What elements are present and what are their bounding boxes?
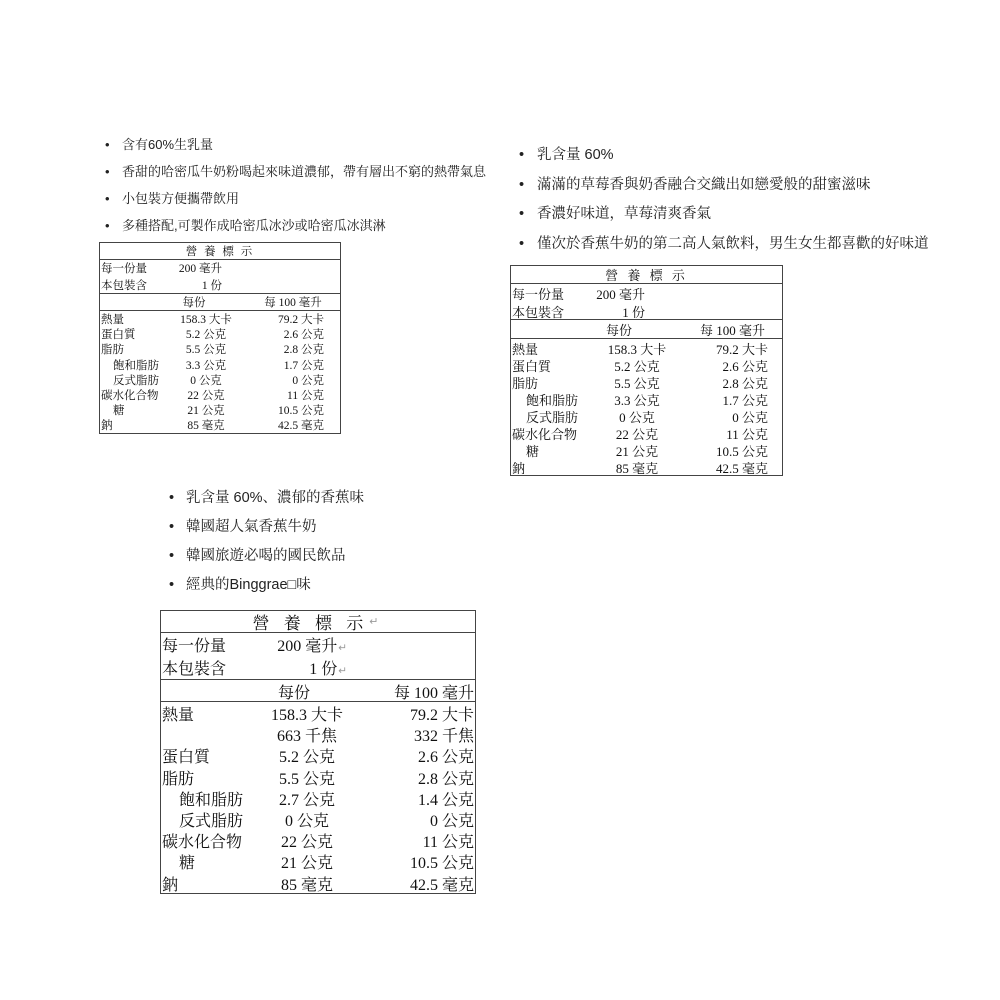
column-header-row <box>100 294 340 311</box>
per-100ml-value: 11 公克 <box>726 427 768 442</box>
feature-item <box>105 163 486 190</box>
feature-item <box>169 547 364 576</box>
nutrient-row <box>161 744 475 765</box>
bullet-icon: • <box>519 206 525 222</box>
bullet-icon: • <box>105 191 110 206</box>
feature-text: 小包裝方便攜帶飲用 <box>122 191 240 206</box>
nutrient-name: 飽和脂肪 <box>179 791 244 809</box>
per-serving-value: 85 毫克 <box>187 420 225 433</box>
col-per-serving: 每份 <box>182 297 206 309</box>
per-serving-value: 2.7 公克 <box>278 791 335 809</box>
nutrient-name: 蛋白質 <box>512 359 552 374</box>
per-100ml-value: 0 公克 <box>292 374 324 387</box>
paragraph-mark-icon: ↵ <box>338 666 347 677</box>
per-100ml-value: 1.7 公克 <box>722 393 768 408</box>
col-per-100ml: 每 100 毫升 <box>393 685 474 702</box>
nutrition-table <box>510 265 783 476</box>
nutrient-rows <box>511 339 782 475</box>
column-header-row <box>161 680 475 702</box>
feature-text: 乳含量 60%、濃郁的香蕉味 <box>186 490 365 506</box>
nutrition-title-text: 營 養 標 示 <box>252 614 369 633</box>
nutrient-row <box>511 441 782 458</box>
per-serving-value: 3.3 公克 <box>185 359 227 372</box>
nutrient-row <box>100 417 340 432</box>
nutrient-row <box>100 326 340 341</box>
feature-item <box>169 489 364 518</box>
per-100ml-value: 2.6 公克 <box>283 329 324 342</box>
nutrition-table <box>99 242 341 434</box>
per-100ml-value: 1.7 公克 <box>283 359 324 372</box>
per-100ml-value: 2.6 公克 <box>722 359 768 374</box>
nutrient-name: 脂肪 <box>101 344 124 357</box>
nutrient-row <box>161 787 475 808</box>
per-100ml-value: 10.5 公克 <box>715 444 768 459</box>
column-header-row <box>511 320 782 339</box>
feature-item <box>105 136 486 163</box>
nutrient-row <box>511 407 782 424</box>
nutrient-row <box>100 311 340 326</box>
nutrient-name: 反式脂肪 <box>526 410 579 425</box>
nutrition-title <box>100 243 340 260</box>
nutrient-name: 蛋白質 <box>101 329 136 342</box>
per-serving-value: 85 毫克 <box>615 461 659 476</box>
nutrient-row <box>161 723 475 744</box>
per-100ml-value: 332 千焦 <box>413 728 474 746</box>
nutrient-row <box>161 850 475 871</box>
per-100ml-value: 1.4 公克 <box>417 791 474 809</box>
nutrient-name: 碳水化合物 <box>101 389 159 402</box>
per-100ml-value: 10.5 公克 <box>409 855 474 873</box>
feature-list <box>169 489 364 605</box>
feature-item <box>105 190 486 217</box>
feature-text: 香濃好味道，草莓清爽香氣 <box>537 206 711 222</box>
nutrient-row <box>511 373 782 390</box>
feature-item <box>105 217 486 244</box>
feature-list <box>519 146 929 264</box>
nutrient-name: 糖 <box>526 444 540 459</box>
nutrient-row <box>511 424 782 441</box>
serving-size-cell <box>263 633 351 656</box>
nutrient-name: 鈉 <box>101 420 113 433</box>
per-serving-value: 22 公克 <box>280 834 333 852</box>
per-serving-value: 158.3 大卡 <box>607 342 667 357</box>
per-serving-value: 0 公克 <box>619 410 655 425</box>
serving-size-row <box>511 284 782 302</box>
feature-text: 韓國旅遊必喝的國民飲品 <box>186 548 346 564</box>
nutrition-title-text: 營 養 標 示 <box>185 246 255 258</box>
serving-size-value: 200 毫升 <box>596 287 645 302</box>
paragraph-mark-icon: ↵ <box>369 616 384 628</box>
serving-size-label: 每一份量 <box>101 263 147 276</box>
per-serving-value: 21 公克 <box>187 405 225 418</box>
servings-value: 1 份 <box>201 279 222 292</box>
per-serving-value: 21 公克 <box>615 444 659 459</box>
nutrient-name: 糖 <box>113 405 125 418</box>
feature-item <box>169 518 364 547</box>
nutrient-row <box>100 357 340 372</box>
per-100ml-value: 10.5 公克 <box>278 405 324 418</box>
per-100ml-value: 42.5 毫克 <box>715 461 768 476</box>
nutrient-name: 熱量 <box>162 707 195 724</box>
per-serving-value: 22 公克 <box>615 427 659 442</box>
nutrient-name: 糖 <box>179 855 196 873</box>
nutrient-row <box>100 402 340 417</box>
bullet-icon: • <box>519 147 525 163</box>
nutrient-row <box>511 458 782 475</box>
per-100ml-value: 2.6 公克 <box>417 749 474 767</box>
per-100ml-value: 0 公克 <box>429 812 474 830</box>
bullet-icon: • <box>169 548 175 564</box>
nutrient-row <box>161 808 475 829</box>
nutrition-title-text: 營 養 標 示 <box>605 268 688 283</box>
nutrient-row <box>161 872 475 893</box>
bullet-icon: • <box>105 164 110 179</box>
nutrient-name: 脂肪 <box>512 376 539 391</box>
feature-text: 多種搭配,可製作成哈密瓜冰沙或哈密瓜冰淇淋 <box>122 218 386 233</box>
per-100ml-value: 2.8 公克 <box>417 770 474 788</box>
serving-size-row <box>100 260 340 277</box>
per-100ml-value: 42.5 毫克 <box>409 876 474 894</box>
nutrient-rows <box>100 311 340 433</box>
nutrition-table <box>160 610 476 894</box>
per-100ml-value: 2.8 公克 <box>722 376 768 391</box>
feature-text: 含有60%生乳量 <box>122 137 214 152</box>
paragraph-mark-icon: ↵ <box>338 643 347 654</box>
col-per-serving: 每份 <box>277 685 310 702</box>
bullet-icon: • <box>519 235 525 252</box>
per-serving-value: 5.5 公克 <box>185 344 227 357</box>
servings-row <box>100 277 340 294</box>
feature-text: 香甜的哈密瓜牛奶粉喝起來味道濃郁，帶有層出不窮的熱帶氣息 <box>122 164 487 179</box>
per-100ml-value: 11 公克 <box>287 389 324 402</box>
serving-info <box>100 260 340 294</box>
per-serving-value: 5.2 公克 <box>185 329 227 342</box>
per-serving-value: 5.5 公克 <box>614 376 660 391</box>
serving-size-label: 每一份量 <box>162 638 227 655</box>
serving-info <box>161 633 475 680</box>
nutrient-name: 熱量 <box>512 342 539 357</box>
per-100ml-value: 79.2 大卡 <box>409 707 474 724</box>
nutrient-name: 反式脂肪 <box>113 374 159 387</box>
nutrient-name: 熱量 <box>101 314 124 326</box>
feature-item <box>519 205 929 235</box>
per-serving-value: 5.5 公克 <box>278 770 335 788</box>
servings-row <box>511 302 782 320</box>
feature-text: 僅次於香蕉牛奶的第二高人氣飲料，男生女生都喜歡的好味道 <box>537 235 929 252</box>
bullet-icon: • <box>105 137 110 152</box>
feature-text: 經典的Binggrae□味 <box>186 577 311 593</box>
bullet-icon: • <box>169 577 175 593</box>
col-per-100ml: 每 100 毫升 <box>699 323 765 338</box>
nutrient-rows <box>161 702 475 893</box>
servings-label: 本包裝含 <box>162 661 227 678</box>
per-serving-value: 0 公克 <box>284 812 329 830</box>
feature-item <box>519 176 929 206</box>
per-100ml-value: 79.2 大卡 <box>278 314 324 326</box>
feature-text: 韓國超人氣香蕉牛奶 <box>186 519 317 535</box>
servings-row <box>161 656 475 679</box>
nutrient-row <box>161 702 475 723</box>
per-serving-value: 0 公克 <box>190 374 222 387</box>
serving-size-row <box>161 633 475 656</box>
per-serving-value: 85 毫克 <box>280 876 333 894</box>
nutrient-row <box>511 390 782 407</box>
feature-item <box>169 576 364 605</box>
nutrition-title <box>511 266 782 284</box>
per-serving-value: 5.2 公克 <box>614 359 660 374</box>
nutrient-row <box>511 356 782 373</box>
feature-item <box>519 235 929 265</box>
nutrient-name: 碳水化合物 <box>162 834 243 852</box>
nutrition-title <box>161 611 475 633</box>
bullet-icon: • <box>169 490 175 506</box>
nutrient-name: 脂肪 <box>162 770 195 788</box>
per-serving-value: 158.3 大卡 <box>180 314 232 326</box>
per-100ml-value: 79.2 大卡 <box>715 342 768 357</box>
serving-size-value: 200 毫升 <box>178 263 222 276</box>
nutrient-row <box>100 387 340 402</box>
servings-label: 本包裝含 <box>101 279 147 292</box>
bullet-icon: • <box>105 218 110 233</box>
feature-text: 乳含量 60% <box>537 147 614 163</box>
serving-size-value: 200 毫升 <box>277 638 338 655</box>
per-100ml-value: 11 公克 <box>422 834 474 852</box>
per-serving-value: 22 公克 <box>187 389 225 402</box>
nutrient-name: 蛋白質 <box>162 749 211 767</box>
servings-label: 本包裝含 <box>512 304 565 320</box>
nutrient-row <box>100 372 340 387</box>
col-per-serving: 每份 <box>605 323 632 338</box>
nutrient-name: 碳水化合物 <box>512 427 578 442</box>
bullet-icon: • <box>519 176 525 193</box>
servings-cell <box>263 656 351 679</box>
nutrient-name: 反式脂肪 <box>179 812 244 830</box>
serving-info <box>511 284 782 320</box>
bullet-icon: • <box>169 519 175 535</box>
nutrient-row <box>161 829 475 850</box>
nutrient-row <box>161 766 475 787</box>
col-per-100ml: 每 100 毫升 <box>264 297 322 309</box>
per-serving-value: 5.2 公克 <box>278 749 335 767</box>
feature-text: 滿滿的草莓香與奶香融合交織出如戀愛般的甜蜜滋味 <box>537 176 871 193</box>
feature-item <box>519 146 929 176</box>
nutrient-row <box>511 339 782 356</box>
per-100ml-value: 0 公克 <box>732 410 768 425</box>
nutrient-row <box>100 341 340 356</box>
per-serving-value: 3.3 公克 <box>614 393 660 408</box>
per-serving-value: 158.3 大卡 <box>270 707 343 724</box>
feature-list <box>105 136 486 244</box>
nutrient-name: 飽和脂肪 <box>526 393 579 408</box>
servings-value: 1 份 <box>622 304 645 320</box>
servings-value: 1 份 <box>309 661 338 678</box>
nutrient-name: 飽和脂肪 <box>113 359 159 372</box>
per-serving-value: 663 千焦 <box>276 728 337 746</box>
nutrient-name: 鈉 <box>162 876 179 894</box>
per-100ml-value: 2.8 公克 <box>283 344 324 357</box>
per-100ml-value: 42.5 毫克 <box>278 420 324 433</box>
nutrient-name: 鈉 <box>512 461 526 476</box>
serving-size-label: 每一份量 <box>512 287 565 302</box>
per-serving-value: 21 公克 <box>280 855 333 873</box>
